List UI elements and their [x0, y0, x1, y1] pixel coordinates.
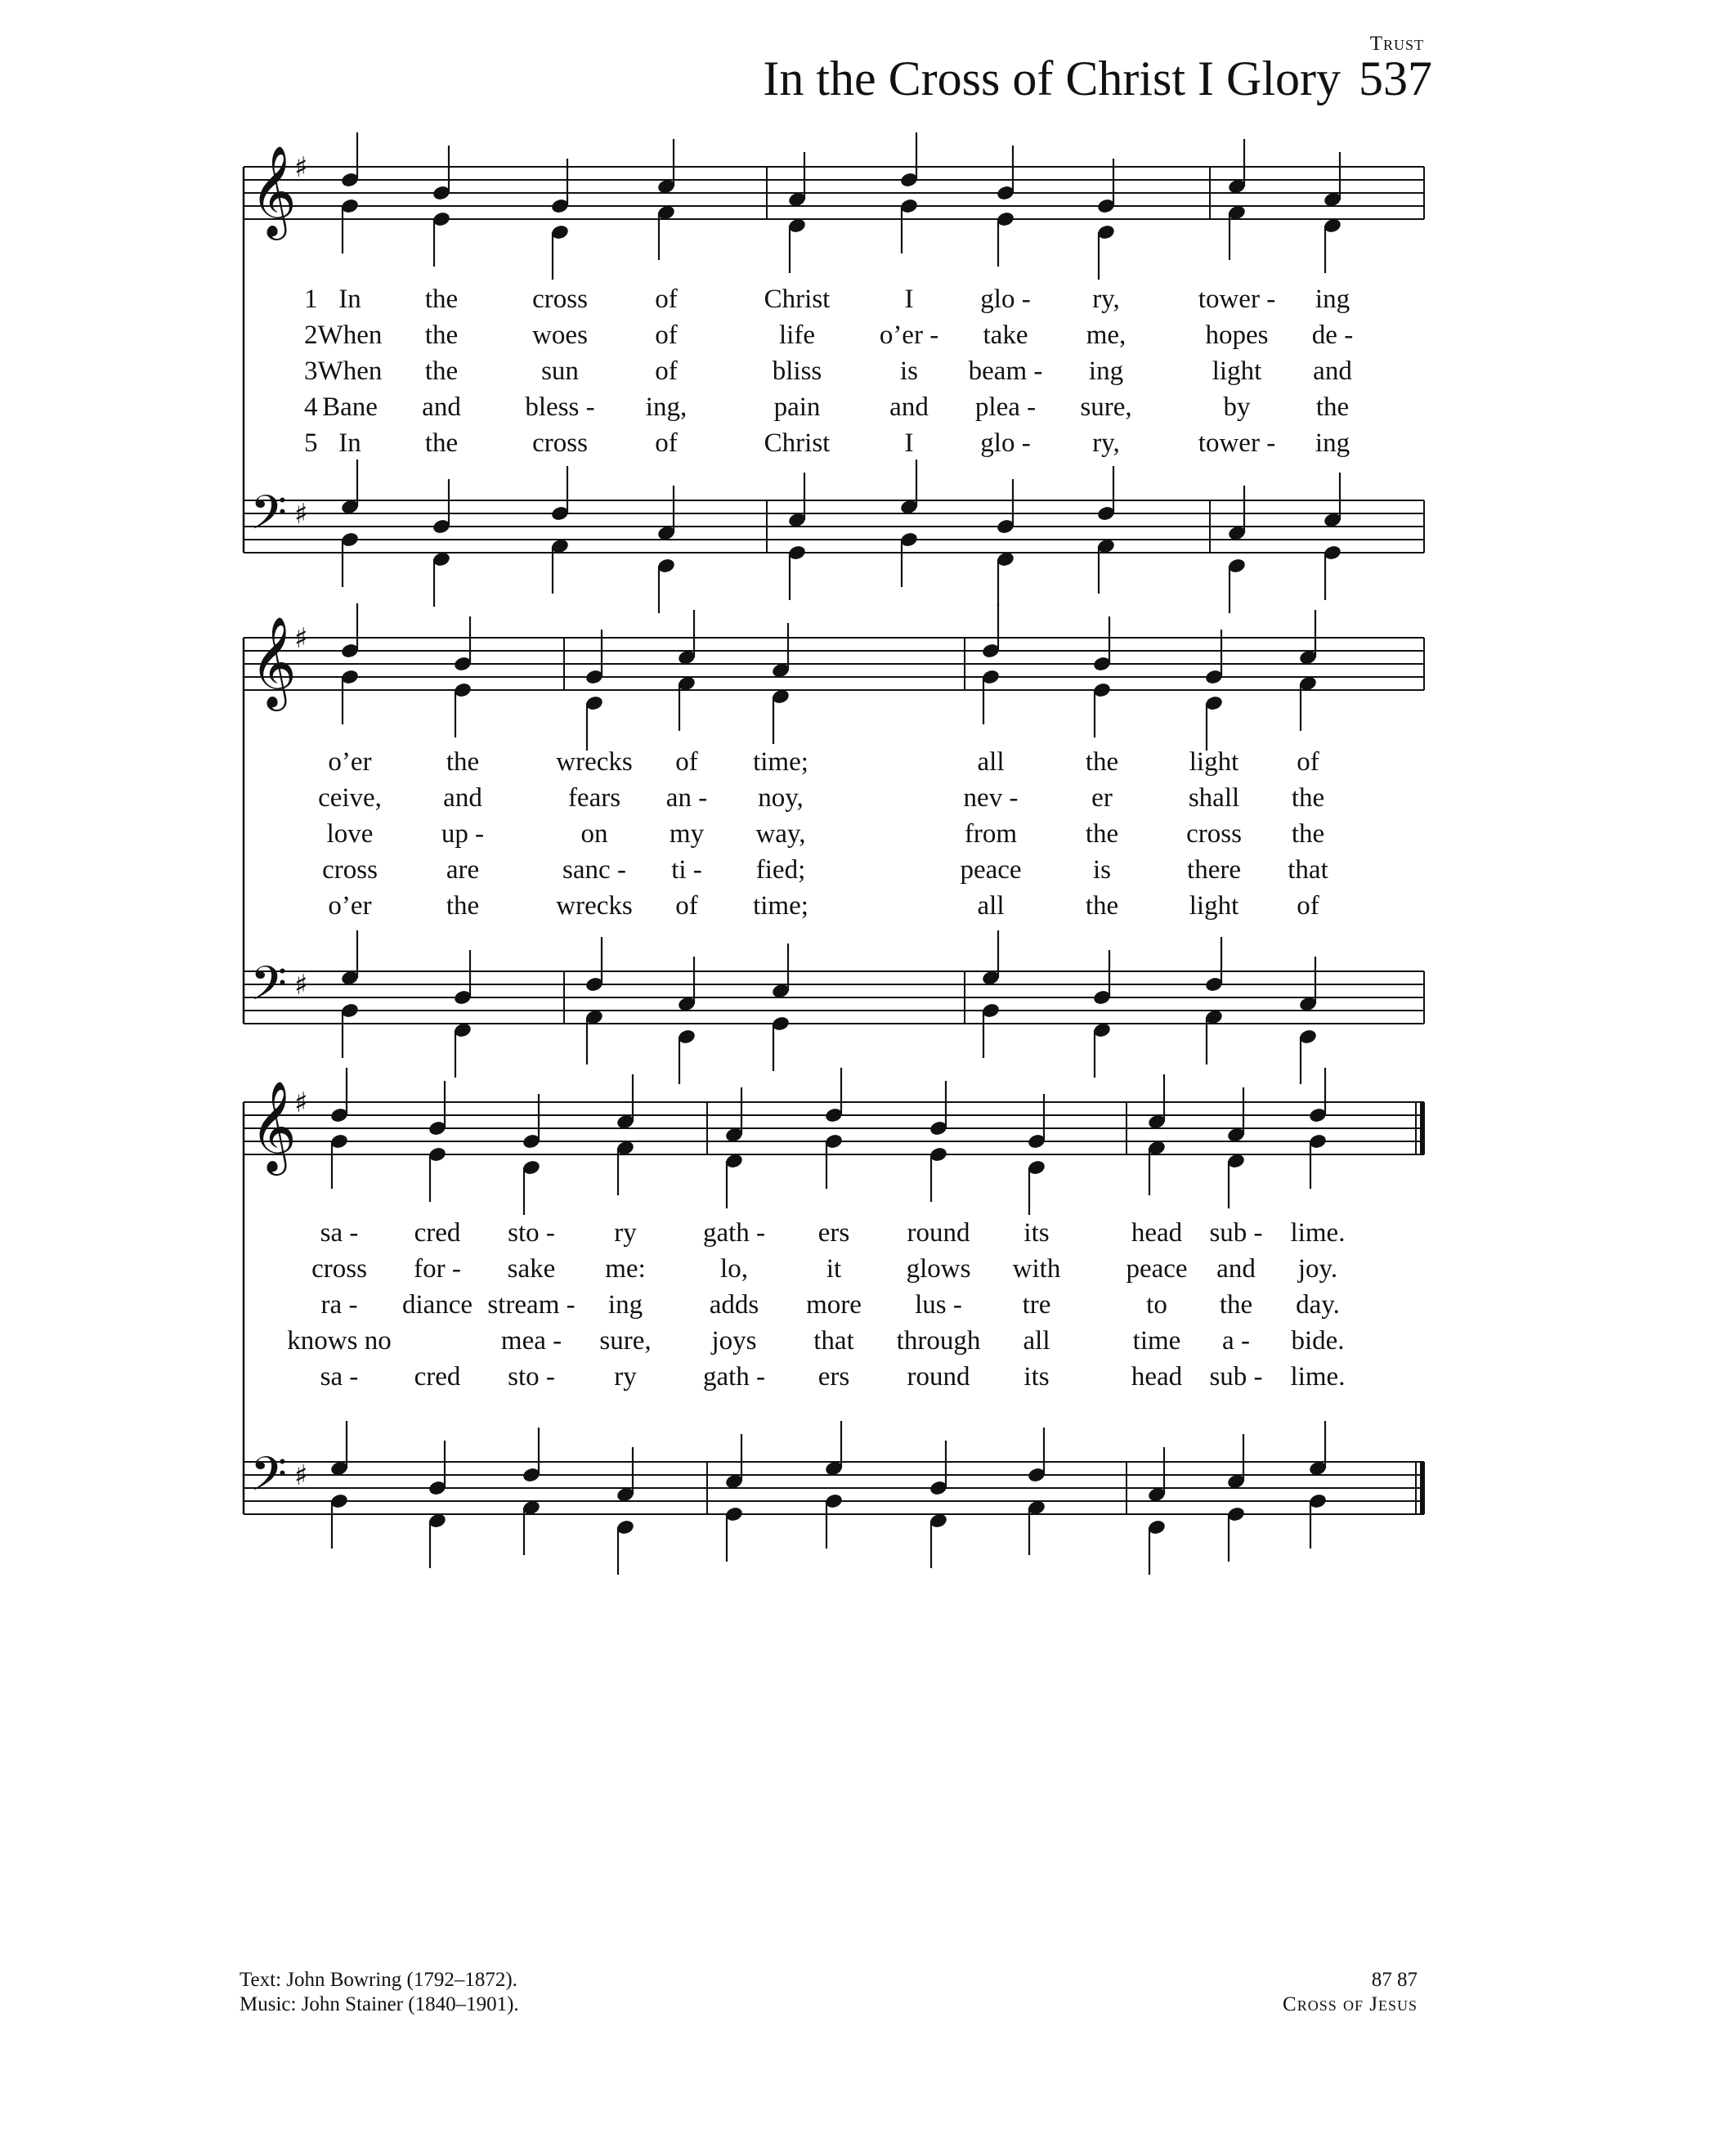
lyric-syllable: sure,: [1080, 392, 1132, 422]
lyric-syllable: that: [813, 1326, 854, 1356]
lyric-syllable: ti -: [671, 855, 702, 885]
lyric-syllable: joy.: [1297, 1254, 1338, 1284]
lyric-syllable: nev -: [963, 783, 1019, 813]
lyric-syllable: time;: [753, 747, 808, 777]
lyric-syllable: on: [580, 819, 608, 849]
lyric-syllable: way,: [755, 819, 806, 849]
lyric-syllable: sto -: [508, 1218, 555, 1248]
lyric-syllable: wrecks: [556, 747, 633, 777]
lyric-syllable: there: [1187, 855, 1241, 885]
lyric-syllable: light: [1212, 356, 1262, 386]
lyric-syllable: of: [1297, 891, 1319, 921]
key-signature-sharp: ♯: [294, 151, 308, 184]
lyric-syllable: up -: [441, 819, 485, 849]
lyric-syllable: from: [964, 819, 1018, 849]
lyric-syllable: tower -: [1198, 285, 1276, 314]
lyric-syllable: the: [446, 747, 480, 777]
lyric-syllable: shall: [1188, 783, 1240, 813]
lyric-syllable: to: [1146, 1290, 1167, 1320]
lyric-syllable: When: [317, 320, 383, 350]
lyric-syllable: glo -: [980, 428, 1031, 458]
key-signature-sharp: ♯: [294, 1087, 308, 1119]
lyric-syllable: I: [904, 428, 914, 458]
lyric-syllable: lo,: [720, 1254, 748, 1284]
lyric-syllable: ers: [817, 1362, 850, 1392]
lyric-syllable: and: [889, 392, 929, 422]
lyric-syllable: time;: [753, 891, 808, 921]
lyric-syllable: ing: [607, 1290, 643, 1320]
lyric-syllable: ing: [1088, 356, 1124, 386]
verse-number: 5: [304, 428, 318, 458]
verse-number: 3: [304, 356, 318, 386]
lyric-syllable: the: [1219, 1290, 1253, 1320]
lyric-syllable: all: [1023, 1326, 1050, 1356]
lyric-syllable: o’er -: [879, 320, 939, 350]
lyric-syllable: adds: [709, 1290, 759, 1320]
lyric-syllable: sto -: [508, 1362, 555, 1392]
lyric-syllable: In: [338, 285, 361, 314]
hymn-title: In the Cross of Christ I Glory: [763, 52, 1341, 105]
lyric-syllable: bide.: [1291, 1326, 1345, 1356]
lyric-syllable: sun: [541, 356, 579, 386]
verse-number: 4: [304, 392, 318, 422]
lyric-syllable: fied;: [755, 855, 806, 885]
lyric-syllable: peace: [960, 855, 1022, 885]
lyric-syllable: o’er: [328, 891, 372, 921]
lyric-syllable: and: [1216, 1254, 1256, 1284]
lyric-syllable: sake: [507, 1254, 556, 1284]
lyric-syllable: that: [1288, 855, 1328, 885]
lyric-syllable: through: [896, 1326, 981, 1356]
lyric-syllable: for -: [414, 1254, 461, 1284]
lyric-syllable: sanc -: [562, 855, 626, 885]
lyric-syllable: of: [675, 747, 698, 777]
lyric-syllable: the: [1085, 747, 1119, 777]
lyric-syllable: are: [446, 855, 480, 885]
lyric-syllable: tower -: [1198, 428, 1276, 458]
lyric-syllable: a -: [1222, 1326, 1250, 1356]
lyric-syllable: the: [1315, 392, 1350, 422]
verse-number: 2: [304, 320, 318, 350]
lyric-syllable: cross: [532, 285, 588, 314]
lyric-syllable: noy,: [758, 783, 804, 813]
lyric-syllable: lus -: [915, 1290, 962, 1320]
lyric-syllable: the: [1085, 819, 1119, 849]
lyric-syllable: life: [779, 320, 815, 350]
lyric-syllable: is: [899, 356, 919, 386]
lyric-syllable: and: [443, 783, 482, 813]
lyric-syllable: cross: [311, 1254, 367, 1284]
lyric-syllable: ers: [817, 1218, 850, 1248]
verse-number: 1: [304, 285, 318, 314]
bass-clef: 𝄢: [250, 485, 288, 552]
meter: 87 87: [1371, 1969, 1418, 1991]
lyric-syllable: it: [826, 1254, 842, 1284]
lyric-syllable: ry,: [1092, 428, 1120, 458]
lyric-syllable: me:: [605, 1254, 646, 1284]
lyric-syllable: joys: [711, 1326, 757, 1356]
lyric-syllable: I: [904, 285, 914, 314]
lyric-syllable: er: [1091, 783, 1113, 813]
lyric-syllable: round: [907, 1362, 970, 1392]
lyric-syllable: sa -: [320, 1362, 359, 1392]
lyric-syllable: me,: [1086, 320, 1127, 350]
lyric-syllable: o’er: [328, 747, 372, 777]
lyric-syllable: and: [422, 392, 461, 422]
lyric-syllable: by: [1223, 392, 1251, 422]
lyric-syllable: of: [1297, 747, 1319, 777]
lyric-syllable: tre: [1022, 1290, 1051, 1320]
lyric-syllable: lime.: [1290, 1218, 1346, 1248]
treble-clef: 𝄞: [250, 1080, 297, 1172]
lyric-syllable: wrecks: [556, 891, 633, 921]
lyric-syllable: of: [655, 285, 678, 314]
lyric-syllable: fears: [567, 783, 621, 813]
lyric-syllable: gath -: [702, 1218, 766, 1248]
lyric-syllable: sub -: [1209, 1218, 1263, 1248]
lyric-syllable: take: [983, 320, 1028, 350]
lyric-syllable: of: [655, 320, 678, 350]
lyric-syllable: the: [1085, 891, 1119, 921]
lyric-syllable: head: [1131, 1362, 1183, 1392]
lyric-syllable: Bane: [322, 392, 378, 422]
music-credit: Music: John Stainer (1840–1901).: [240, 1993, 519, 2015]
lyric-syllable: peace: [1126, 1254, 1188, 1284]
tune-name: Cross of Jesus: [1283, 1993, 1418, 2015]
lyric-syllable: lime.: [1290, 1362, 1346, 1392]
lyric-syllable: pain: [773, 392, 821, 422]
lyric-syllable: its: [1023, 1218, 1050, 1248]
lyric-syllable: gath -: [702, 1362, 766, 1392]
lyric-syllable: with: [1012, 1254, 1061, 1284]
lyric-syllable: Christ: [764, 428, 831, 458]
lyric-syllable: ry: [614, 1218, 637, 1248]
lyric-syllable: stream -: [487, 1290, 576, 1320]
lyric-syllable: the: [424, 428, 459, 458]
key-signature-sharp: ♯: [294, 969, 308, 1002]
key-signature-sharp: ♯: [294, 622, 308, 655]
lyric-syllable: ing: [1315, 285, 1350, 314]
lyric-syllable: love: [326, 819, 374, 849]
lyric-syllable: the: [1291, 783, 1325, 813]
lyric-syllable: is: [1092, 855, 1112, 885]
lyric-syllable: the: [446, 891, 480, 921]
lyric-syllable: knows no: [287, 1326, 392, 1356]
key-signature-sharp: ♯: [294, 498, 308, 531]
lyric-syllable: all: [977, 747, 1005, 777]
lyric-syllable: the: [424, 356, 459, 386]
lyric-syllable: time: [1132, 1326, 1181, 1356]
lyric-syllable: ra -: [320, 1290, 358, 1320]
lyric-syllable: the: [424, 285, 459, 314]
lyric-syllable: its: [1023, 1362, 1050, 1392]
lyric-syllable: In: [338, 428, 361, 458]
lyric-syllable: plea -: [974, 392, 1037, 422]
lyric-syllable: sa -: [320, 1218, 359, 1248]
lyric-syllable: cross: [532, 428, 588, 458]
hymn-number: 537: [1359, 52, 1432, 105]
lyric-syllable: mea -: [500, 1326, 562, 1356]
lyric-syllable: the: [424, 320, 459, 350]
lyric-syllable: de -: [1311, 320, 1354, 350]
lyric-syllable: an -: [665, 783, 708, 813]
lyric-syllable: of: [655, 428, 678, 458]
lyric-syllable: glows: [906, 1254, 971, 1284]
bass-clef: 𝄢: [250, 1446, 288, 1513]
lyric-syllable: woes: [532, 320, 588, 350]
lyric-syllable: the: [1291, 819, 1325, 849]
lyric-syllable: of: [655, 356, 678, 386]
lyric-syllable: ry,: [1092, 285, 1120, 314]
lyric-syllable: beam -: [968, 356, 1043, 386]
lyric-syllable: cred: [414, 1362, 461, 1392]
lyric-syllable: more: [806, 1290, 862, 1320]
lyric-syllable: light: [1189, 891, 1239, 921]
lyric-syllable: all: [977, 891, 1005, 921]
lyric-syllable: round: [907, 1218, 970, 1248]
lyric-syllable: cross: [322, 855, 378, 885]
topic-label: Trust: [1369, 33, 1424, 55]
lyric-syllable: diance: [401, 1290, 473, 1320]
lyric-syllable: glo -: [980, 285, 1031, 314]
lyric-syllable: ry: [614, 1362, 637, 1392]
bass-clef: 𝄢: [250, 956, 288, 1023]
lyric-syllable: day.: [1296, 1290, 1340, 1320]
lyric-syllable: sub -: [1209, 1362, 1263, 1392]
lyric-syllable: ing: [1315, 428, 1350, 458]
lyric-syllable: ing,: [645, 392, 688, 422]
lyric-syllable: sure,: [599, 1326, 652, 1356]
lyric-syllable: Christ: [764, 285, 831, 314]
lyric-syllable: bless -: [525, 392, 595, 422]
treble-clef: 𝄞: [250, 145, 297, 236]
lyric-syllable: hopes: [1205, 320, 1269, 350]
lyric-syllable: cred: [414, 1218, 461, 1248]
lyric-syllable: light: [1189, 747, 1239, 777]
text-credit: Text: John Bowring (1792–1872).: [240, 1969, 517, 1991]
lyric-syllable: ceive,: [318, 783, 382, 813]
treble-clef: 𝄞: [250, 616, 297, 707]
lyric-syllable: my: [669, 819, 705, 849]
lyric-syllable: When: [317, 356, 383, 386]
lyric-syllable: of: [675, 891, 698, 921]
lyric-syllable: head: [1131, 1218, 1183, 1248]
lyric-syllable: cross: [1186, 819, 1242, 849]
lyric-syllable: and: [1313, 356, 1352, 386]
lyric-syllable: bliss: [772, 356, 822, 386]
key-signature-sharp: ♯: [294, 1459, 308, 1492]
